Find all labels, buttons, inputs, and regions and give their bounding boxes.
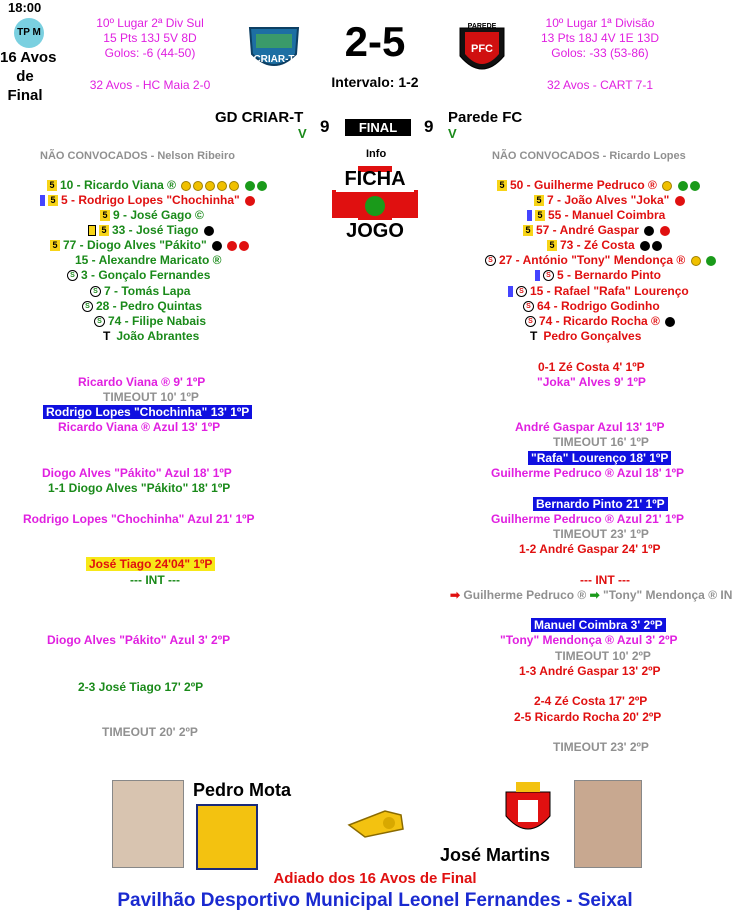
away-event: "Tony" Mendonça ® Azul 3' 2ºP (500, 633, 678, 647)
home-event: José Tiago 24'04" 1ºP (86, 557, 215, 572)
final-score: 2-5 (344, 18, 406, 65)
home-score: 9 (320, 117, 330, 136)
away-coach[interactable]: T Pedro Gonçalves (530, 329, 642, 343)
away-player[interactable]: S 64 - Rodrigo Godinho (523, 299, 660, 314)
round-label: 16 Avos de Final (0, 49, 57, 104)
match-time: 18:00 (8, 0, 42, 15)
away-event: André Gaspar Azul 13' 1ºP (515, 420, 665, 434)
away-event: "Rafa" Lourenço 18' 1ºP (528, 451, 671, 466)
home-event: Diogo Alves "Pákito" Azul 3' 2ºP (47, 633, 231, 647)
home-player[interactable]: 5 5 - Rodrigo Lopes "Chochinha" (40, 193, 255, 208)
away-stats: 10º Lugar 1ª Divisão 13 Pts 18J 4V 1E 13D Golos: -33 (53-86) (540, 16, 660, 60)
referee-1-photo (112, 780, 184, 868)
final-badge: FINAL (345, 119, 411, 136)
away-player[interactable]: 5 57 - André Gaspar (523, 223, 670, 238)
away-team-name[interactable]: Parede FC (448, 109, 523, 126)
home-team-name[interactable]: GD CRIAR-T (215, 109, 304, 126)
away-event: 1-3 André Gaspar 13' 2ºP (519, 664, 661, 678)
referee-association-logo (196, 804, 258, 870)
away-event: TIMEOUT 10' 2ºP (555, 649, 651, 663)
home-player[interactable]: 5 33 - José Tiago (88, 223, 214, 238)
away-previous-round: 32 Avos - CART 7-1 (546, 78, 654, 92)
svg-text:PFC: PFC (471, 43, 493, 55)
home-not-called: NÃO CONVOCADOS - Nelson Ribeiro (40, 150, 235, 162)
home-player[interactable]: 5 9 - José Gago © (100, 208, 204, 223)
away-score: 9 (424, 117, 434, 136)
home-event: 1-1 Diogo Alves "Pákito" 18' 1ºP (48, 481, 231, 495)
home-event: Diogo Alves "Pákito" Azul 18' 1ºP (42, 466, 232, 480)
home-event: Ricardo Viana ® Azul 13' 1ºP (58, 420, 221, 434)
away-substitution: ➡ Guilherme Pedruco ® ➡ "Tony" Mendonça ® IN (450, 588, 733, 602)
away-event: 2-5 Ricardo Rocha 20' 2ºP (514, 710, 662, 724)
home-v-marker: V (298, 126, 307, 141)
away-player[interactable]: S 5 - Bernardo Pinto (535, 268, 661, 283)
home-player[interactable]: 5 10 - Ricardo Viana ® (47, 178, 267, 193)
home-event: 2-3 José Tiago 17' 2ºP (78, 680, 204, 694)
tpm-logo: TP M (14, 18, 44, 48)
away-event: Manuel Coimbra 3' 2ºP (531, 618, 666, 633)
away-event: Guilherme Pedruco ® Azul 18' 1ºP (491, 466, 685, 480)
away-event: 0-1 Zé Costa 4' 1ºP (538, 360, 645, 374)
home-event: --- INT --- (130, 573, 180, 587)
svg-text:PAREDE: PAREDE (467, 23, 497, 30)
venue[interactable]: Pavilhão Desportivo Municipal Leonel Fernandes - Seixal (117, 890, 633, 911)
away-event: TIMEOUT 16' 1ºP (553, 435, 649, 449)
home-player[interactable]: S 74 - Filipe Nabais (94, 314, 206, 329)
home-team-logo (246, 24, 302, 76)
ficha-jogo-button[interactable]: FICHA JOGO (328, 162, 422, 246)
away-player[interactable]: S 27 - António "Tony" Mendonça ® (485, 253, 716, 268)
away-player[interactable]: S 74 - Ricardo Rocha ® (525, 314, 675, 329)
home-event: Rodrigo Lopes "Chochinha" Azul 21' 1ºP (23, 512, 255, 526)
home-coach[interactable]: T João Abrantes (103, 329, 200, 343)
home-player[interactable]: S 7 - Tomás Lapa (90, 284, 190, 299)
home-event: Rodrigo Lopes "Chochinha" 13' 1ºP (43, 405, 252, 420)
away-event: TIMEOUT 23' 1ºP (553, 527, 649, 541)
info-link[interactable]: Info (366, 148, 387, 160)
away-event: --- INT --- (580, 573, 630, 587)
svg-text:CRIAR-T: CRIAR-T (253, 54, 295, 65)
referee-1-name[interactable]: Pedro Mota (193, 780, 292, 800)
home-stats: 10º Lugar 2ª Div Sul 15 Pts 13J 5V 8D Golos: -6 (44-50) (96, 16, 204, 60)
home-event: TIMEOUT 10' 1ºP (103, 390, 199, 404)
away-event: 1-2 André Gaspar 24' 1ºP (519, 542, 661, 556)
referee-2-name[interactable]: José Martins (440, 845, 551, 865)
home-player[interactable]: S 28 - Pedro Quintas (82, 299, 202, 314)
away-player[interactable]: 5 73 - Zé Costa (547, 238, 662, 253)
away-event: TIMEOUT 23' 2ºP (553, 740, 649, 754)
home-player[interactable]: S 3 - Gonçalo Fernandes (67, 268, 210, 283)
away-event: "Joka" Alves 9' 1ºP (537, 375, 646, 389)
away-player[interactable]: 5 50 - Guilherme Pedruco ® (497, 178, 700, 193)
away-v-marker: V (448, 126, 457, 141)
postponed-note: Adiado dos 16 Avos de Final (273, 870, 477, 887)
home-player[interactable]: 5 77 - Diogo Alves "Pákito" (50, 238, 249, 253)
away-event: 2-4 Zé Costa 17' 2ºP (534, 694, 648, 708)
whistle-icon (345, 805, 407, 839)
home-event: Ricardo Viana ® 9' 1ºP (78, 375, 206, 389)
referee-2-photo (574, 780, 642, 868)
home-event: TIMEOUT 20' 2ºP (102, 725, 198, 739)
lisbon-association-crest (502, 782, 554, 842)
home-player[interactable]: 15 - Alexandre Maricato ® (75, 253, 222, 267)
away-event: Bernardo Pinto 21' 1ºP (533, 497, 668, 512)
away-team-logo (457, 22, 507, 82)
away-player[interactable]: 5 7 - João Alves "Joka" (534, 193, 685, 208)
away-player[interactable]: S 15 - Rafael "Rafa" Lourenço (508, 284, 689, 299)
home-previous-round: 32 Avos - HC Maia 2-0 (89, 78, 211, 92)
away-event: Guilherme Pedruco ® Azul 21' 1ºP (491, 512, 685, 526)
away-player[interactable]: 5 55 - Manuel Coimbra (527, 208, 665, 223)
halftime-score: Intervalo: 1-2 (331, 74, 419, 90)
away-not-called: NÃO CONVOCADOS - Ricardo Lopes (492, 150, 686, 162)
